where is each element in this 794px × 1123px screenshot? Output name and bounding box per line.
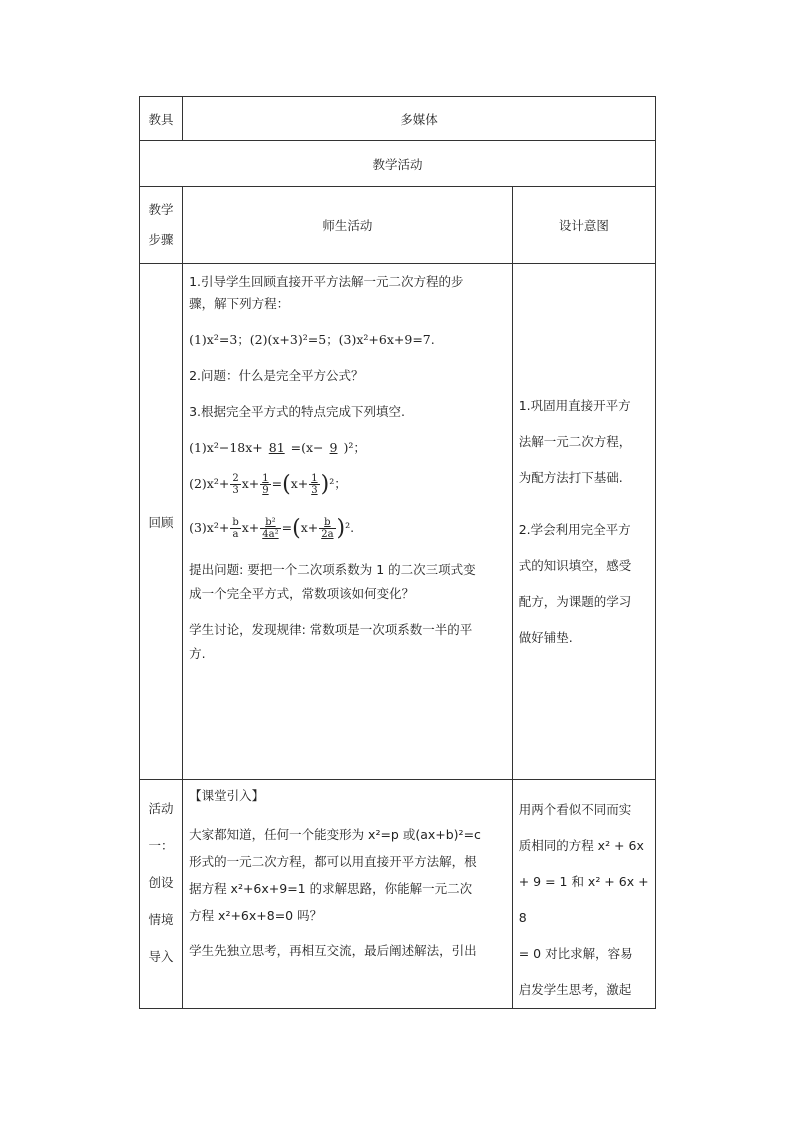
activities-title-row [140,141,656,187]
blank-answer-1: 81 [268,440,285,455]
fill-blank-3: (3)x²+ $\frac{b}{a}$ x+ $\frac{\text{b²}}{\text{4a²}}$ =(x+ $\frac{b}{2a}$ )². [189,516,355,541]
question-line-a: 提出问题: 要把一个二次项系数为 1 的二次三项式变 [189,562,476,577]
review-line-1b: 骤，解下列方程： [189,296,290,311]
activity-one-label: 活动 一： 创设 情境 导入 [140,780,183,1009]
blank-fraction-1-3: $\frac{1}{3}$ [311,473,318,496]
teacher-student-header: 师生活动 [183,187,513,264]
intro-line-5: 学生先独立思考，再相互交流，最后阐述解法，引出 [189,943,477,958]
intro-line-2: 形式的一元二次方程，都可以用直接开平方法解，根 [189,854,477,869]
review-equations: (1)x²=3；(2)(x+3)²=5；(3)x²+6x+9=7. [189,332,435,347]
intro-line-4: 方程 x²+6x+8=0 吗？ [189,908,323,923]
review-content [183,264,513,780]
blank-fraction-b2-4a2: $\frac{\text{b²}}{\text{4a²}}$ [262,517,279,540]
question-line-b: 成一个完全平方式，常数项该如何变化？ [189,586,415,601]
review-row [140,264,656,780]
review-design-intent: 1.巩固用直接开平方 法解一元二次方程， 为配方法打下基础. 2.学会利用完全平方 式的知识填空，感受 配方，为课题的学习 做好铺垫. [512,264,655,780]
discussion-line-a: 学生讨论，发现规律: 常数项是一次项系数一半的平 [189,622,473,637]
fraction-b-a: $\frac{b}{a}$ [232,517,239,540]
class-intro-heading: 【课堂引入】 [189,788,265,803]
review-question-3: 3.根据完全平方式的特点完成下列填空. [189,404,405,419]
activity-one-row [140,780,656,1009]
fraction-2-3: $\frac{2}{3}$ [232,473,239,496]
fill-blank-2: (2)x²+ $\frac{2}{3}$ x+ $\frac{1}{9}$ =(x+ $\frac{1}{3}$ )²； [189,472,347,497]
activity-one-design-intent: 用两个看似不同而实 质相同的方程 x² + 6x + 9 = 1 和 x² + 6x + 8 = 0 对比求解，容易 启发学生思考，激起 [512,780,655,1009]
activities-title: 教学活动 [140,141,656,187]
steps-header: 教学 步骤 [140,187,183,264]
column-header-row [140,187,656,264]
tools-row [140,97,656,141]
design-header: 设计意图 [512,187,655,264]
fill-blank-1: (1)x²−18x+ 81 =(x− 9 )²； [189,440,366,455]
review-line-1a: 1.引导学生回顾直接开平方法解一元二次方程的步 [189,274,464,289]
blank-fraction-b-2a: $\frac{b}{2a}$ [321,517,334,540]
review-step-label: 回顾 [140,264,183,780]
tools-label: 教具 [140,97,183,141]
tools-value: 多媒体 [183,97,656,141]
lesson-plan-table [139,96,656,1009]
review-question-2: 2.问题：什么是完全平方公式？ [189,368,364,383]
blank-fraction-1-9: $\frac{1}{9}$ [262,473,269,496]
intro-line-3: 据方程 x²+6x+9=1 的求解思路，你能解一元二次 [189,881,473,896]
discussion-line-b: 方. [189,646,206,661]
blank-answer-2: 9 [329,440,338,455]
activity-one-content [183,780,513,1009]
intro-line-1: 大家都知道，任何一个能变形为 x²=p 或(ax+b)²=c [189,827,481,842]
